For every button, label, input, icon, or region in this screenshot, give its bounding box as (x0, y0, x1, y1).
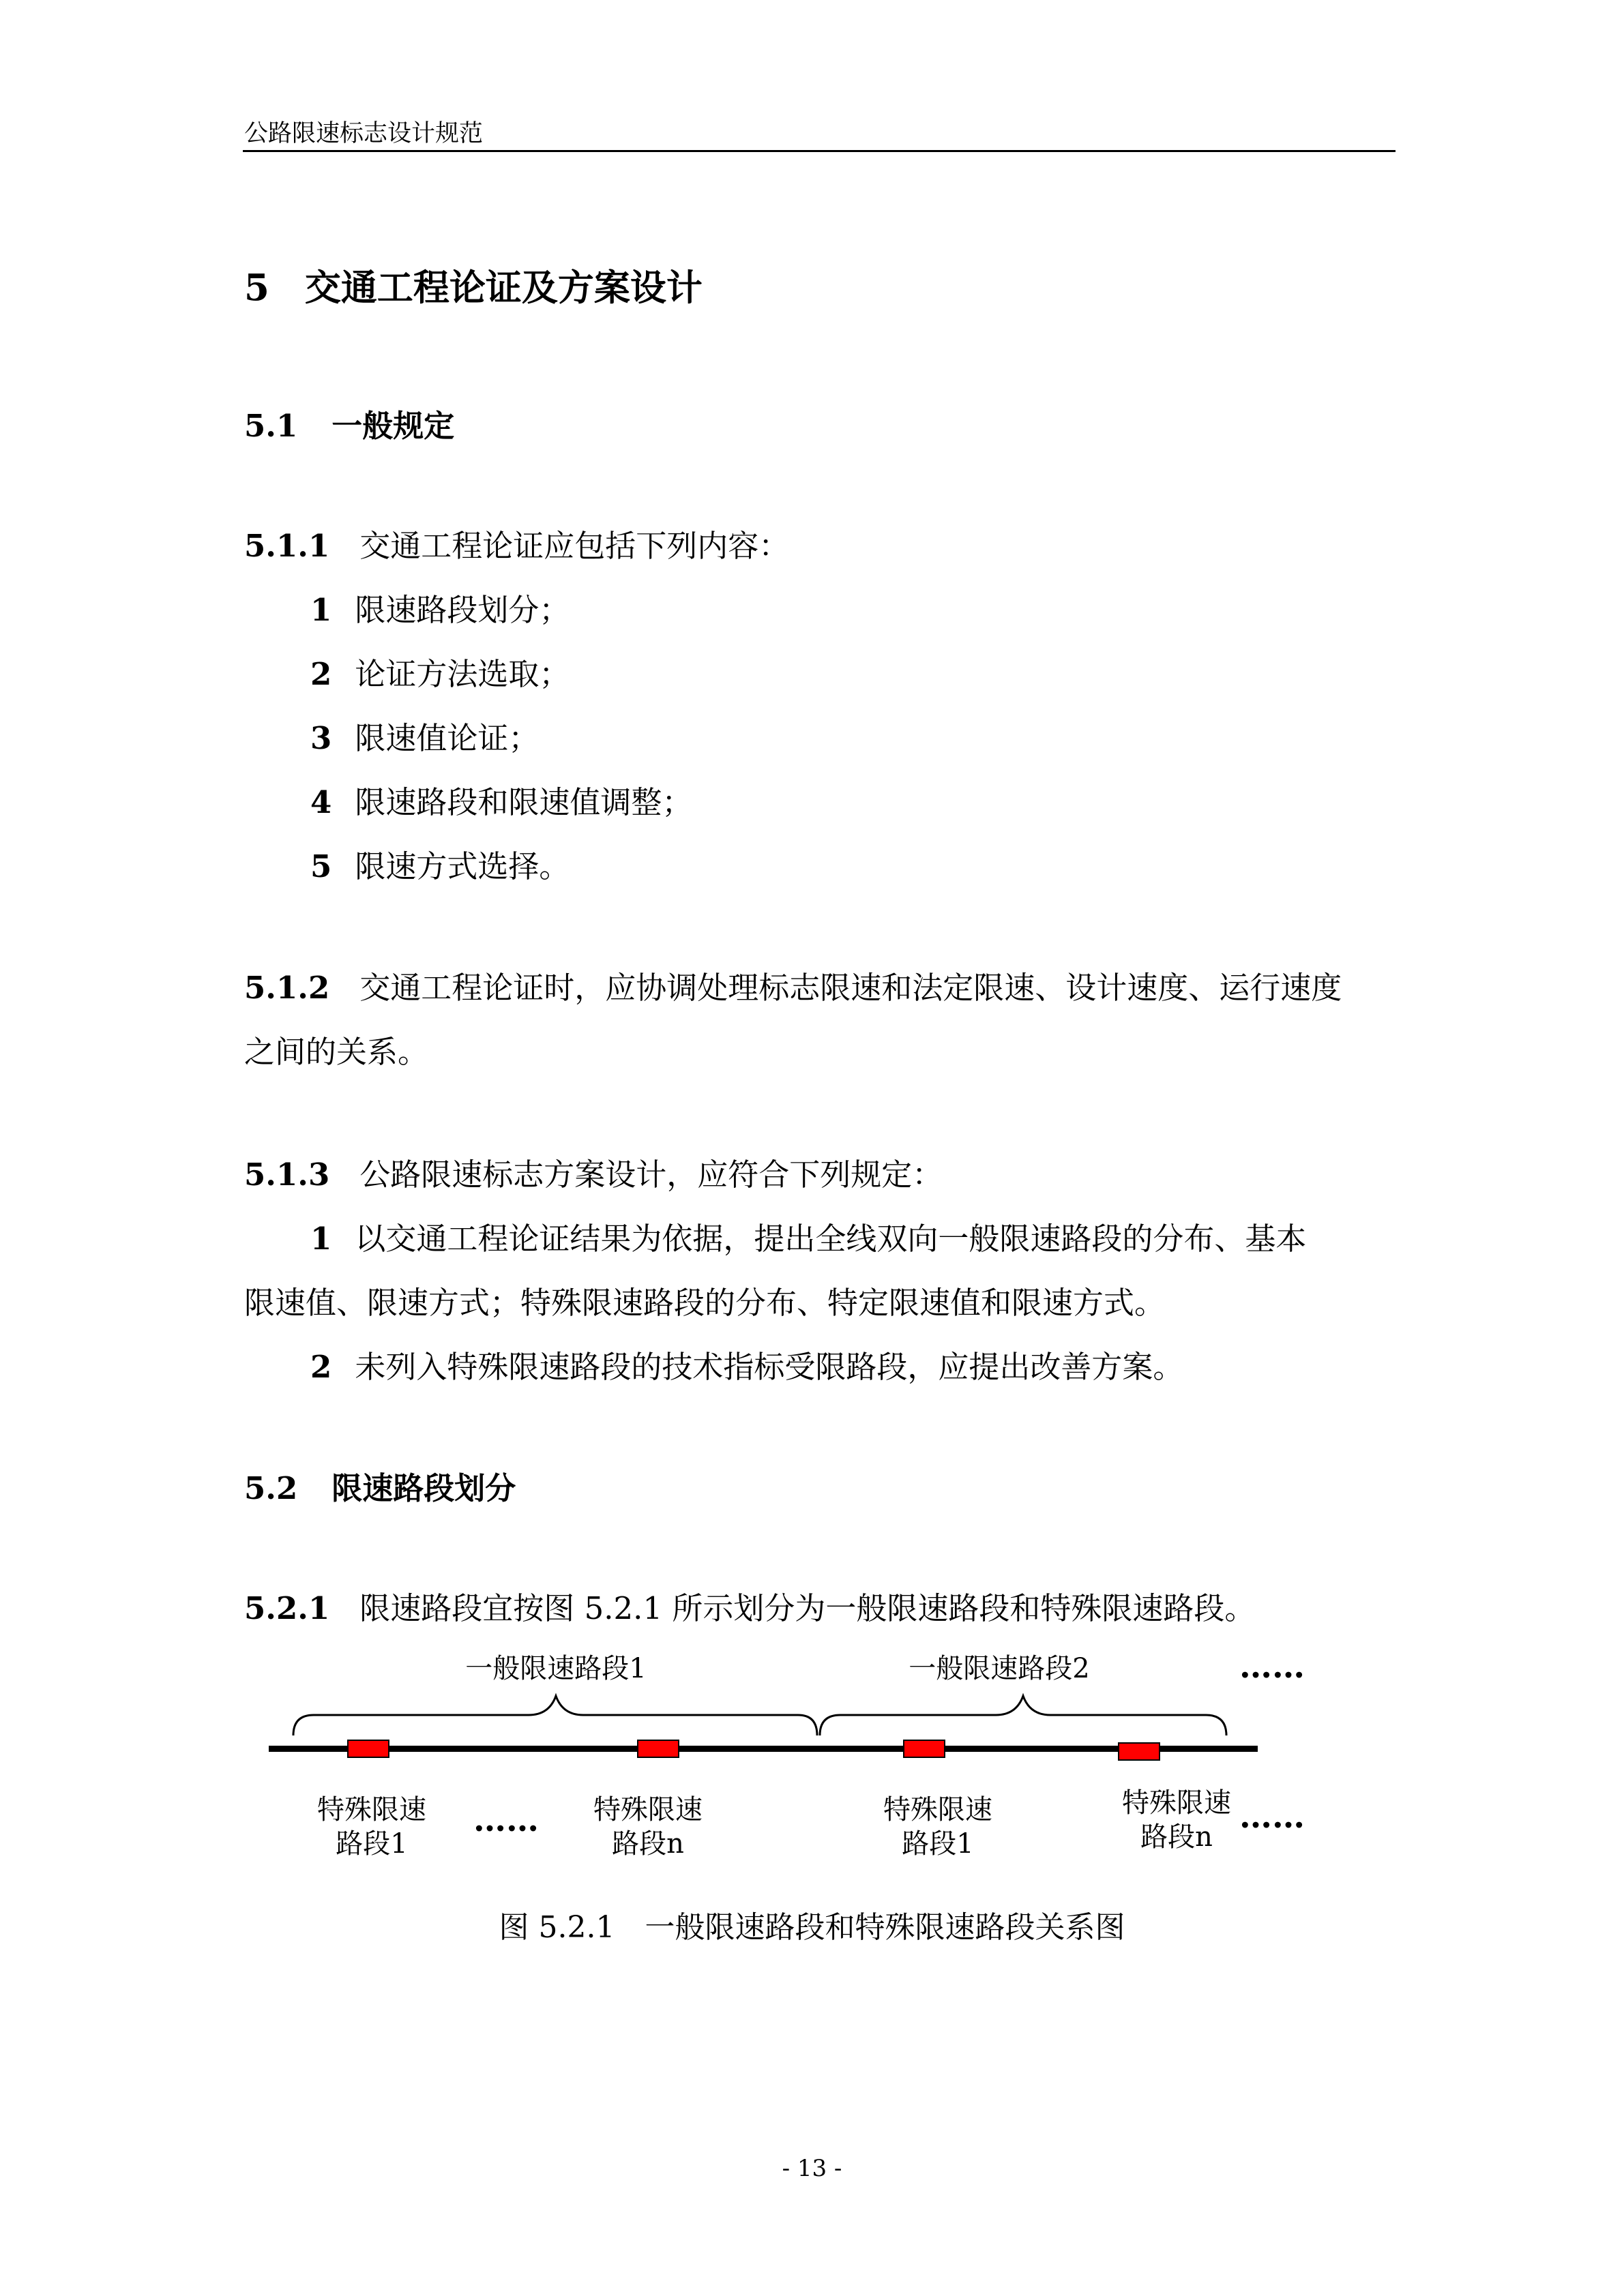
list-item (310, 713, 539, 758)
section-title: 限速路段划分 (331, 1470, 516, 1506)
item-text-continued: 限速值、限速方式；特殊限速路段的分布、特定限速值和限速方式。 (244, 1285, 1166, 1321)
clause-5-1-3 (244, 1150, 943, 1194)
special-segment-label-line1: 特殊限速 (593, 1794, 703, 1825)
header-rule (243, 150, 1396, 152)
running-header: 公路限速标志设计规范 (244, 120, 484, 147)
clause-number: 5.1.1 (244, 528, 330, 564)
special-segment-marker (904, 1740, 945, 1757)
item-text: 论证方法选取； (355, 656, 570, 692)
special-segment-label-line2: 路段1 (902, 1828, 974, 1860)
section-number: 5.1 (244, 408, 298, 444)
item-number: 4 (310, 784, 332, 820)
clause-5-2-1 (244, 1583, 1255, 1628)
brace-general-segment-2 (820, 1696, 1226, 1735)
clause-number: 5.2.1 (244, 1590, 330, 1626)
caption-number: 图 5.2.1 (499, 1910, 615, 1945)
section-heading-5-1 (244, 401, 454, 445)
section-number: 5.2 (244, 1470, 298, 1506)
item-text: 以交通工程论证结果为依据，提出全线双向一般限速路段的分布、基本 (355, 1221, 1307, 1257)
ellipsis-end: …… (1239, 1798, 1305, 1836)
item-number: 3 (310, 720, 332, 756)
chapter-heading (244, 259, 703, 311)
caption-title: 一般限速路段和特殊限速路段关系图 (645, 1910, 1125, 1945)
clause-text-continued: 之间的关系。 (244, 1034, 429, 1070)
special-segment-label-line2: 路段n (612, 1828, 684, 1860)
list-item (310, 1342, 1183, 1386)
item-text: 限速方式选择。 (355, 848, 570, 884)
clause-5-1-1 (244, 521, 789, 565)
general-segment-label-2: 一般限速路段2 (909, 1653, 1090, 1684)
item-number: 2 (310, 1349, 332, 1385)
clause-number: 5.1.2 (244, 970, 330, 1006)
item-number: 1 (310, 592, 332, 628)
ellipsis-between: …… (473, 1801, 539, 1839)
special-segment-label-line1: 特殊限速 (1122, 1787, 1231, 1819)
section-heading-5-2 (244, 1463, 516, 1508)
item-number: 1 (310, 1221, 332, 1257)
special-segment-label-line1: 特殊限速 (883, 1794, 992, 1825)
item-text: 未列入特殊限速路段的技术指标受限路段，应提出改善方案。 (355, 1349, 1184, 1385)
clause-number: 5.1.3 (244, 1157, 330, 1193)
figure-caption (0, 1903, 1624, 1946)
clause-5-1-2 (244, 963, 1342, 1007)
section-title: 一般规定 (331, 408, 455, 444)
clause-text: 交通工程论证应包括下列内容： (359, 528, 790, 564)
item-number: 5 (310, 848, 332, 884)
item-text: 限速路段划分； (355, 592, 570, 628)
list-item (310, 585, 570, 629)
figure-5-2-1 (259, 1647, 1378, 1881)
chapter-number: 5 (244, 267, 269, 309)
list-item (310, 777, 692, 822)
chapter-title: 交通工程论证及方案设计 (304, 267, 703, 309)
page-number: - 13 - (782, 2155, 842, 2182)
special-segment-label-line2: 路段n (1140, 1821, 1213, 1853)
clause-text: 限速路段宜按图 5.2.1 所示划分为一般限速路段和特殊限速路段。 (359, 1590, 1256, 1626)
brace-general-segment-1 (293, 1696, 817, 1735)
road-line (269, 1746, 1258, 1752)
list-item (310, 1214, 1306, 1258)
item-number: 2 (310, 656, 332, 692)
special-segment-label-line1: 特殊限速 (317, 1794, 426, 1825)
list-item (310, 841, 570, 886)
list-item (310, 649, 570, 694)
special-segment-marker (348, 1740, 389, 1757)
special-segment-marker (638, 1740, 679, 1757)
clause-text: 交通工程论证时，应协调处理标志限速和法定限速、设计速度、运行速度 (359, 970, 1342, 1006)
ellipsis-top: …… (1239, 1648, 1305, 1686)
general-segment-label-1: 一般限速路段1 (465, 1653, 647, 1684)
special-segment-marker (1119, 1743, 1160, 1760)
special-segment-label-line2: 路段1 (336, 1828, 408, 1860)
clause-text: 公路限速标志方案设计，应符合下列规定： (359, 1157, 943, 1193)
item-text: 限速值论证； (355, 720, 540, 756)
item-text: 限速路段和限速值调整； (355, 784, 693, 820)
